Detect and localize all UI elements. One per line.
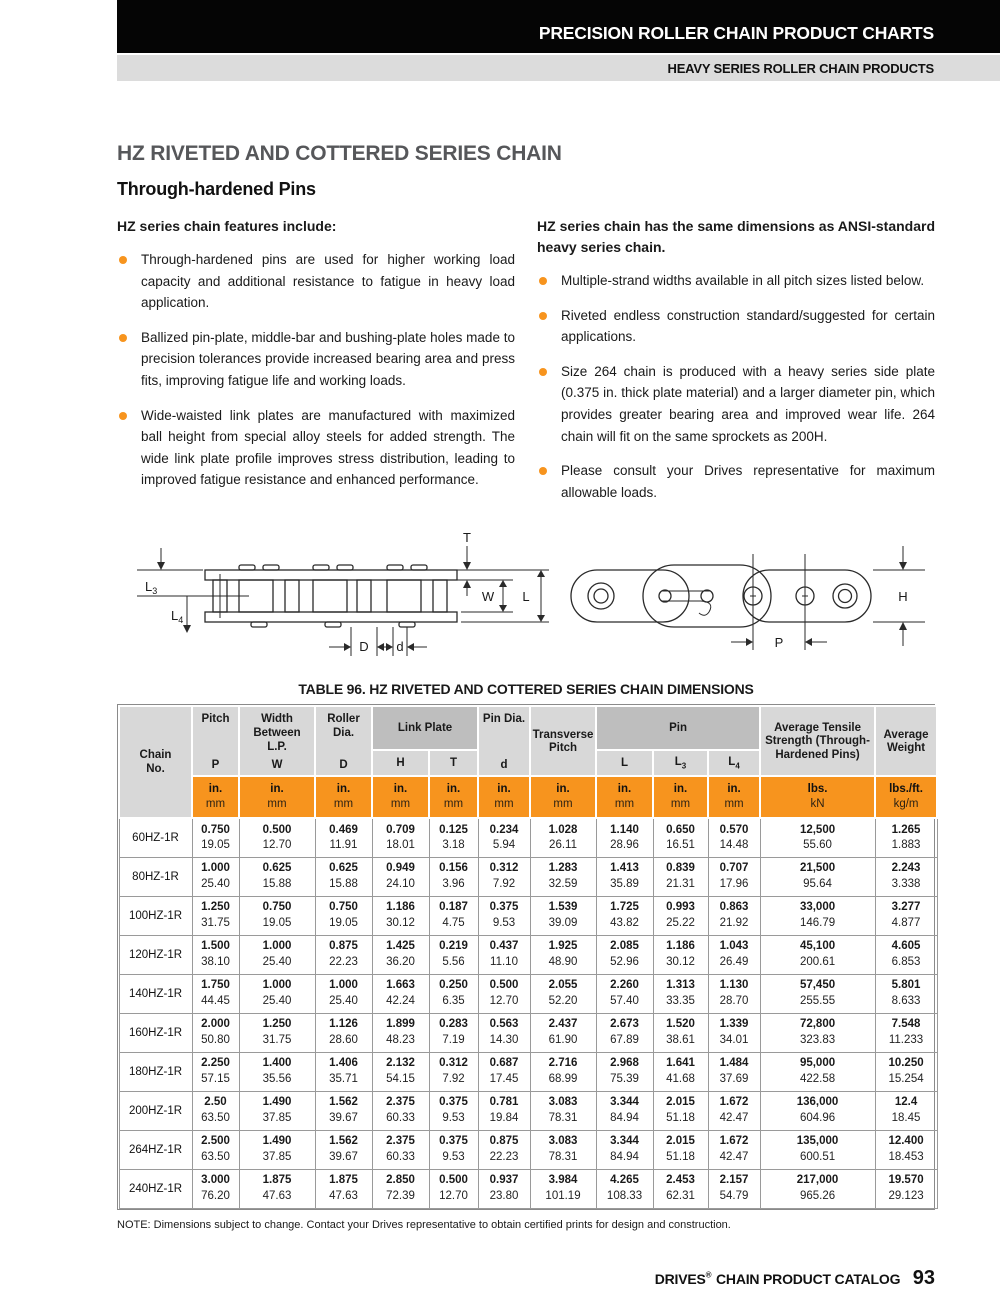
features-left-list — [117, 249, 515, 491]
value-cell: 0.993 25.22 — [653, 896, 708, 935]
value-cell: 3.984 101.19 — [530, 1169, 596, 1208]
features-right-list — [537, 270, 935, 503]
value-cell: 0.500 12.70 — [478, 974, 530, 1013]
value-cell: 2.716 68.99 — [530, 1052, 596, 1091]
feature-bullet-item — [117, 249, 515, 314]
value-cell: 1.725 43.82 — [596, 896, 653, 935]
value-cell: 1.000 25.40 — [315, 974, 372, 1013]
table-body — [119, 818, 937, 1208]
table-row — [119, 1052, 937, 1091]
registered-mark-icon: ® — [705, 1270, 712, 1280]
header-pin-l: L — [596, 750, 653, 776]
value-cell: 1.425 36.20 — [372, 935, 429, 974]
value-cell: 1.250 31.75 — [239, 1013, 315, 1052]
value-cell: 3.083 78.31 — [530, 1130, 596, 1169]
chain-side-view-diagram — [117, 530, 557, 662]
bullet-icon — [539, 312, 547, 320]
table-row — [119, 857, 937, 896]
page-subtitle: Through-hardened Pins — [117, 179, 316, 199]
unit-cell: in. mm — [192, 776, 239, 818]
value-cell: 2.375 60.33 — [372, 1091, 429, 1130]
dimensions-table — [118, 705, 938, 1209]
value-cell: 12,500 55.60 — [760, 818, 875, 857]
value-cell: 0.125 3.18 — [429, 818, 478, 857]
value-cell: 0.625 15.88 — [315, 857, 372, 896]
chain-no-cell: 264HZ-1R — [119, 1130, 192, 1169]
unit-cell: in. mm — [653, 776, 708, 818]
banner-title: PRECISION ROLLER CHAIN PRODUCT CHARTS — [538, 23, 934, 43]
value-cell: 1.265 1.883 — [875, 818, 937, 857]
value-cell: 5.801 8.633 — [875, 974, 937, 1013]
features-left-heading: HZ series chain features include: — [117, 218, 337, 234]
units-row — [119, 776, 937, 818]
diagrams-row — [117, 530, 935, 665]
value-cell: 0.937 23.80 — [478, 1169, 530, 1208]
sub-banner-title: HEAVY SERIES ROLLER CHAIN PRODUCTS — [667, 60, 934, 76]
bullet-icon — [539, 277, 547, 285]
value-cell: 0.875 22.23 — [315, 935, 372, 974]
value-cell: 3.000 76.20 — [192, 1169, 239, 1208]
unit-cell: in. mm — [315, 776, 372, 818]
header-pin-l3: $L_3$ — [653, 750, 708, 776]
value-cell: 72,800 323.83 — [760, 1013, 875, 1052]
value-cell: 0.750 19.05 — [192, 818, 239, 857]
value-cell: 2.50 63.50 — [192, 1091, 239, 1130]
features-left-column — [117, 216, 515, 516]
value-cell: 0.437 11.10 — [478, 935, 530, 974]
bullet-text: Ballized pin-plate, middle-bar and bushing-plate holes made to precision tolerances provide increased bearing area and press fits, improving fatigue life and working loads. — [141, 329, 515, 388]
value-cell: 1.520 38.61 — [653, 1013, 708, 1052]
header-tensile-strength: Average Tensile Strength (Through-Hardened Pins) — [760, 706, 875, 776]
value-cell: 0.687 17.45 — [478, 1052, 530, 1091]
value-cell: 0.234 5.94 — [478, 818, 530, 857]
value-cell: 4.605 6.853 — [875, 935, 937, 974]
bullet-icon — [119, 412, 127, 420]
value-cell: 0.187 4.75 — [429, 896, 478, 935]
unit-cell: in. mm — [596, 776, 653, 818]
unit-cell: in. mm — [478, 776, 530, 818]
bullet-text: Size 264 chain is produced with a heavy series side plate (0.375 in. thick plate material) and a larger diameter pin, which provides greater bearing area and improved wear life. 264 chain will fit on the same sprockets as 200H. — [561, 363, 935, 444]
value-cell: 45,100 200.61 — [760, 935, 875, 974]
value-cell: 1.313 33.35 — [653, 974, 708, 1013]
value-cell: 0.500 12.70 — [239, 818, 315, 857]
value-cell: 1.641 41.68 — [653, 1052, 708, 1091]
chain-no-cell: 180HZ-1R — [119, 1052, 192, 1091]
value-cell: 1.186 30.12 — [372, 896, 429, 935]
header-pin-l4: $L_4$ — [708, 750, 760, 776]
feature-bullet-item — [117, 405, 515, 491]
value-cell: 0.650 16.51 — [653, 818, 708, 857]
value-cell: 2.055 52.20 — [530, 974, 596, 1013]
chain-top-view-diagram — [557, 530, 935, 662]
bullet-icon — [119, 334, 127, 342]
value-cell: 0.750 19.05 — [239, 896, 315, 935]
bullet-icon — [539, 467, 547, 475]
table-row — [119, 1169, 937, 1208]
label-l: L — [522, 589, 530, 605]
value-cell: 0.500 12.70 — [429, 1169, 478, 1208]
value-cell: 2.250 57.15 — [192, 1052, 239, 1091]
header-link-h: H — [372, 750, 429, 776]
value-cell: 0.375 9.53 — [478, 896, 530, 935]
value-cell: 2.850 72.39 — [372, 1169, 429, 1208]
header-average-weight: Average Weight — [875, 706, 937, 776]
value-cell: 0.156 3.96 — [429, 857, 478, 896]
bullet-icon — [119, 256, 127, 264]
label-p: P — [774, 635, 784, 651]
value-cell: 1.043 26.49 — [708, 935, 760, 974]
value-cell: 2.437 61.90 — [530, 1013, 596, 1052]
value-cell: 21,500 95.64 — [760, 857, 875, 896]
table-row — [119, 1091, 937, 1130]
unit-cell: lbs. kN — [760, 776, 875, 818]
header-chain-no: Chain No. — [119, 706, 192, 818]
value-cell: 2.500 63.50 — [192, 1130, 239, 1169]
value-cell: 0.709 18.01 — [372, 818, 429, 857]
value-cell: 2.260 57.40 — [596, 974, 653, 1013]
unit-cell: in. mm — [429, 776, 478, 818]
value-cell: 0.863 21.92 — [708, 896, 760, 935]
value-cell: 95,000 422.58 — [760, 1052, 875, 1091]
chain-no-cell: 160HZ-1R — [119, 1013, 192, 1052]
chain-no-cell: 80HZ-1R — [119, 857, 192, 896]
header-pin-group: Pin — [596, 706, 760, 750]
value-cell: 0.312 7.92 — [429, 1052, 478, 1091]
value-cell: 1.413 35.89 — [596, 857, 653, 896]
bullet-text: Through-hardened pins are used for higher working load capacity and additional resistance to fatigue in heavy load application. — [141, 252, 515, 311]
label-big-d: D — [359, 639, 369, 655]
value-cell: 1.484 37.69 — [708, 1052, 760, 1091]
value-cell: 1.875 47.63 — [315, 1169, 372, 1208]
value-cell: 0.312 7.92 — [478, 857, 530, 896]
value-cell: 1.562 39.67 — [315, 1130, 372, 1169]
value-cell: 136,000 604.96 — [760, 1091, 875, 1130]
value-cell: 135,000 600.51 — [760, 1130, 875, 1169]
table-row — [119, 818, 937, 857]
bullet-text: Riveted endless construction standard/suggested for certain applications. — [561, 307, 935, 345]
value-cell: 2.243 3.338 — [875, 857, 937, 896]
value-cell: 3.344 84.94 — [596, 1091, 653, 1130]
value-cell: 217,000 965.26 — [760, 1169, 875, 1208]
top-banner — [117, 0, 1000, 53]
value-cell: 0.250 6.35 — [429, 974, 478, 1013]
feature-bullet-item — [537, 361, 935, 447]
label-h: H — [898, 589, 908, 605]
chain-no-cell: 120HZ-1R — [119, 935, 192, 974]
feature-columns — [117, 216, 935, 516]
value-cell: 2.000 50.80 — [192, 1013, 239, 1052]
value-cell: 1.126 28.60 — [315, 1013, 372, 1052]
value-cell: 12.4 18.45 — [875, 1091, 937, 1130]
table-row — [119, 896, 937, 935]
value-cell: 2.015 51.18 — [653, 1130, 708, 1169]
value-cell: 1.000 25.40 — [192, 857, 239, 896]
value-cell: 1.140 28.96 — [596, 818, 653, 857]
features-right-heading: HZ series chain has the same dimensions as ANSI-standard heavy series chain. — [537, 218, 935, 255]
footer-catalog-text: CHAIN PRODUCT CATALOG — [716, 1270, 901, 1287]
value-cell: 1.899 48.23 — [372, 1013, 429, 1052]
label-l4: $L_4$ — [171, 608, 184, 626]
page-content — [117, 142, 935, 1290]
value-cell: 3.277 4.877 — [875, 896, 937, 935]
chain-no-cell: 100HZ-1R — [119, 896, 192, 935]
value-cell: 0.625 15.88 — [239, 857, 315, 896]
value-cell: 19.570 29.123 — [875, 1169, 937, 1208]
header-link-plate-group: Link Plate — [372, 706, 478, 750]
bullet-icon — [539, 368, 547, 376]
table-title: TABLE 96. HZ RIVETED AND COTTERED SERIES CHAIN DIMENSIONS — [298, 681, 754, 698]
page-title: HZ RIVETED AND COTTERED SERIES CHAIN — [117, 142, 562, 165]
page-footer — [117, 1267, 935, 1290]
chain-no-cell: 200HZ-1R — [119, 1091, 192, 1130]
value-cell: 0.839 21.31 — [653, 857, 708, 896]
feature-bullet-item — [537, 305, 935, 348]
value-cell: 10.250 15.254 — [875, 1052, 937, 1091]
value-cell: 1.130 28.70 — [708, 974, 760, 1013]
value-cell: 1.400 35.56 — [239, 1052, 315, 1091]
value-cell: 0.570 14.48 — [708, 818, 760, 857]
value-cell: 1.500 38.10 — [192, 935, 239, 974]
unit-cell: in. mm — [239, 776, 315, 818]
table-note: NOTE: Dimensions subject to change. Contact your Drives representative to obtain certified prints for design and construction. — [117, 1218, 731, 1231]
feature-bullet-item — [537, 460, 935, 503]
header-roller-dia: Roller Dia. D — [315, 706, 372, 776]
value-cell: 0.563 14.30 — [478, 1013, 530, 1052]
header-width: Width Between L.P. W — [239, 706, 315, 776]
header-pin-dia: Pin Dia. d — [478, 706, 530, 776]
table-row — [119, 1130, 937, 1169]
value-cell: 1.283 32.59 — [530, 857, 596, 896]
value-cell: 1.539 39.09 — [530, 896, 596, 935]
dimensions-table-wrapper — [117, 704, 935, 1210]
value-cell: 1.339 34.01 — [708, 1013, 760, 1052]
value-cell: 1.186 30.12 — [653, 935, 708, 974]
bullet-text: Wide-waisted link plates are manufactured with maximized ball height from special alloy steels for added strength. The wide link plate profile improves stress distribution, leading to improved fatigue resistance and enhanced performance. — [141, 407, 515, 488]
value-cell: 1.672 42.47 — [708, 1130, 760, 1169]
value-cell: 1.875 47.63 — [239, 1169, 315, 1208]
value-cell: 1.672 42.47 — [708, 1091, 760, 1130]
header-pitch: Pitch P — [192, 706, 239, 776]
chain-no-cell: 240HZ-1R — [119, 1169, 192, 1208]
value-cell: 2.453 62.31 — [653, 1169, 708, 1208]
value-cell: 1.028 26.11 — [530, 818, 596, 857]
value-cell: 1.000 25.40 — [239, 974, 315, 1013]
header-transverse-pitch: Transverse Pitch — [530, 706, 596, 776]
table-row — [119, 974, 937, 1013]
value-cell: 2.968 75.39 — [596, 1052, 653, 1091]
table-row — [119, 1013, 937, 1052]
value-cell: 1.490 37.85 — [239, 1091, 315, 1130]
value-cell: 2.673 67.89 — [596, 1013, 653, 1052]
value-cell: 4.265 108.33 — [596, 1169, 653, 1208]
unit-cell: in. mm — [708, 776, 760, 818]
bullet-text: Please consult your Drives representative for maximum allowable loads. — [561, 463, 935, 500]
label-t: T — [463, 530, 471, 546]
label-l3: $L_3$ — [145, 579, 158, 597]
value-cell: 0.781 19.84 — [478, 1091, 530, 1130]
value-cell: 1.406 35.71 — [315, 1052, 372, 1091]
value-cell: 57,450 255.55 — [760, 974, 875, 1013]
value-cell: 1.750 44.45 — [192, 974, 239, 1013]
value-cell: 2.085 52.96 — [596, 935, 653, 974]
feature-bullet-item — [537, 270, 935, 292]
value-cell: 0.375 9.53 — [429, 1130, 478, 1169]
unit-cell: in. mm — [372, 776, 429, 818]
value-cell: 12.400 18.453 — [875, 1130, 937, 1169]
value-cell: 7.548 11.233 — [875, 1013, 937, 1052]
value-cell: 0.949 24.10 — [372, 857, 429, 896]
value-cell: 0.375 9.53 — [429, 1091, 478, 1130]
value-cell: 1.000 25.40 — [239, 935, 315, 974]
value-cell: 1.250 31.75 — [192, 896, 239, 935]
value-cell: 3.344 84.94 — [596, 1130, 653, 1169]
value-cell: 2.132 54.15 — [372, 1052, 429, 1091]
header-row-1 — [119, 706, 937, 750]
unit-cell: lbs./ft. kg/m — [875, 776, 937, 818]
chain-no-cell: 140HZ-1R — [119, 974, 192, 1013]
value-cell: 0.219 5.56 — [429, 935, 478, 974]
feature-bullet-item — [117, 327, 515, 392]
bullet-text: Multiple-strand widths available in all pitch sizes listed below. — [561, 273, 925, 288]
table-row — [119, 935, 937, 974]
value-cell: 0.875 22.23 — [478, 1130, 530, 1169]
features-right-column — [537, 216, 935, 516]
value-cell: 2.157 54.79 — [708, 1169, 760, 1208]
page-number: 93 — [912, 1266, 935, 1289]
chain-no-cell: 60HZ-1R — [119, 818, 192, 857]
value-cell: 0.283 7.19 — [429, 1013, 478, 1052]
value-cell: 0.469 11.91 — [315, 818, 372, 857]
value-cell: 33,000 146.79 — [760, 896, 875, 935]
footer-brand: DRIVES — [654, 1270, 706, 1287]
label-w: W — [481, 589, 495, 605]
value-cell: 1.925 48.90 — [530, 935, 596, 974]
value-cell: 1.490 37.85 — [239, 1130, 315, 1169]
header-link-t: T — [429, 750, 478, 776]
value-cell: 0.750 19.05 — [315, 896, 372, 935]
unit-cell: in. mm — [530, 776, 596, 818]
value-cell: 1.562 39.67 — [315, 1091, 372, 1130]
value-cell: 3.083 78.31 — [530, 1091, 596, 1130]
value-cell: 0.707 17.96 — [708, 857, 760, 896]
value-cell: 2.375 60.33 — [372, 1130, 429, 1169]
label-small-d: d — [396, 639, 404, 655]
value-cell: 1.663 42.24 — [372, 974, 429, 1013]
sub-banner — [117, 55, 1000, 81]
value-cell: 2.015 51.18 — [653, 1091, 708, 1130]
